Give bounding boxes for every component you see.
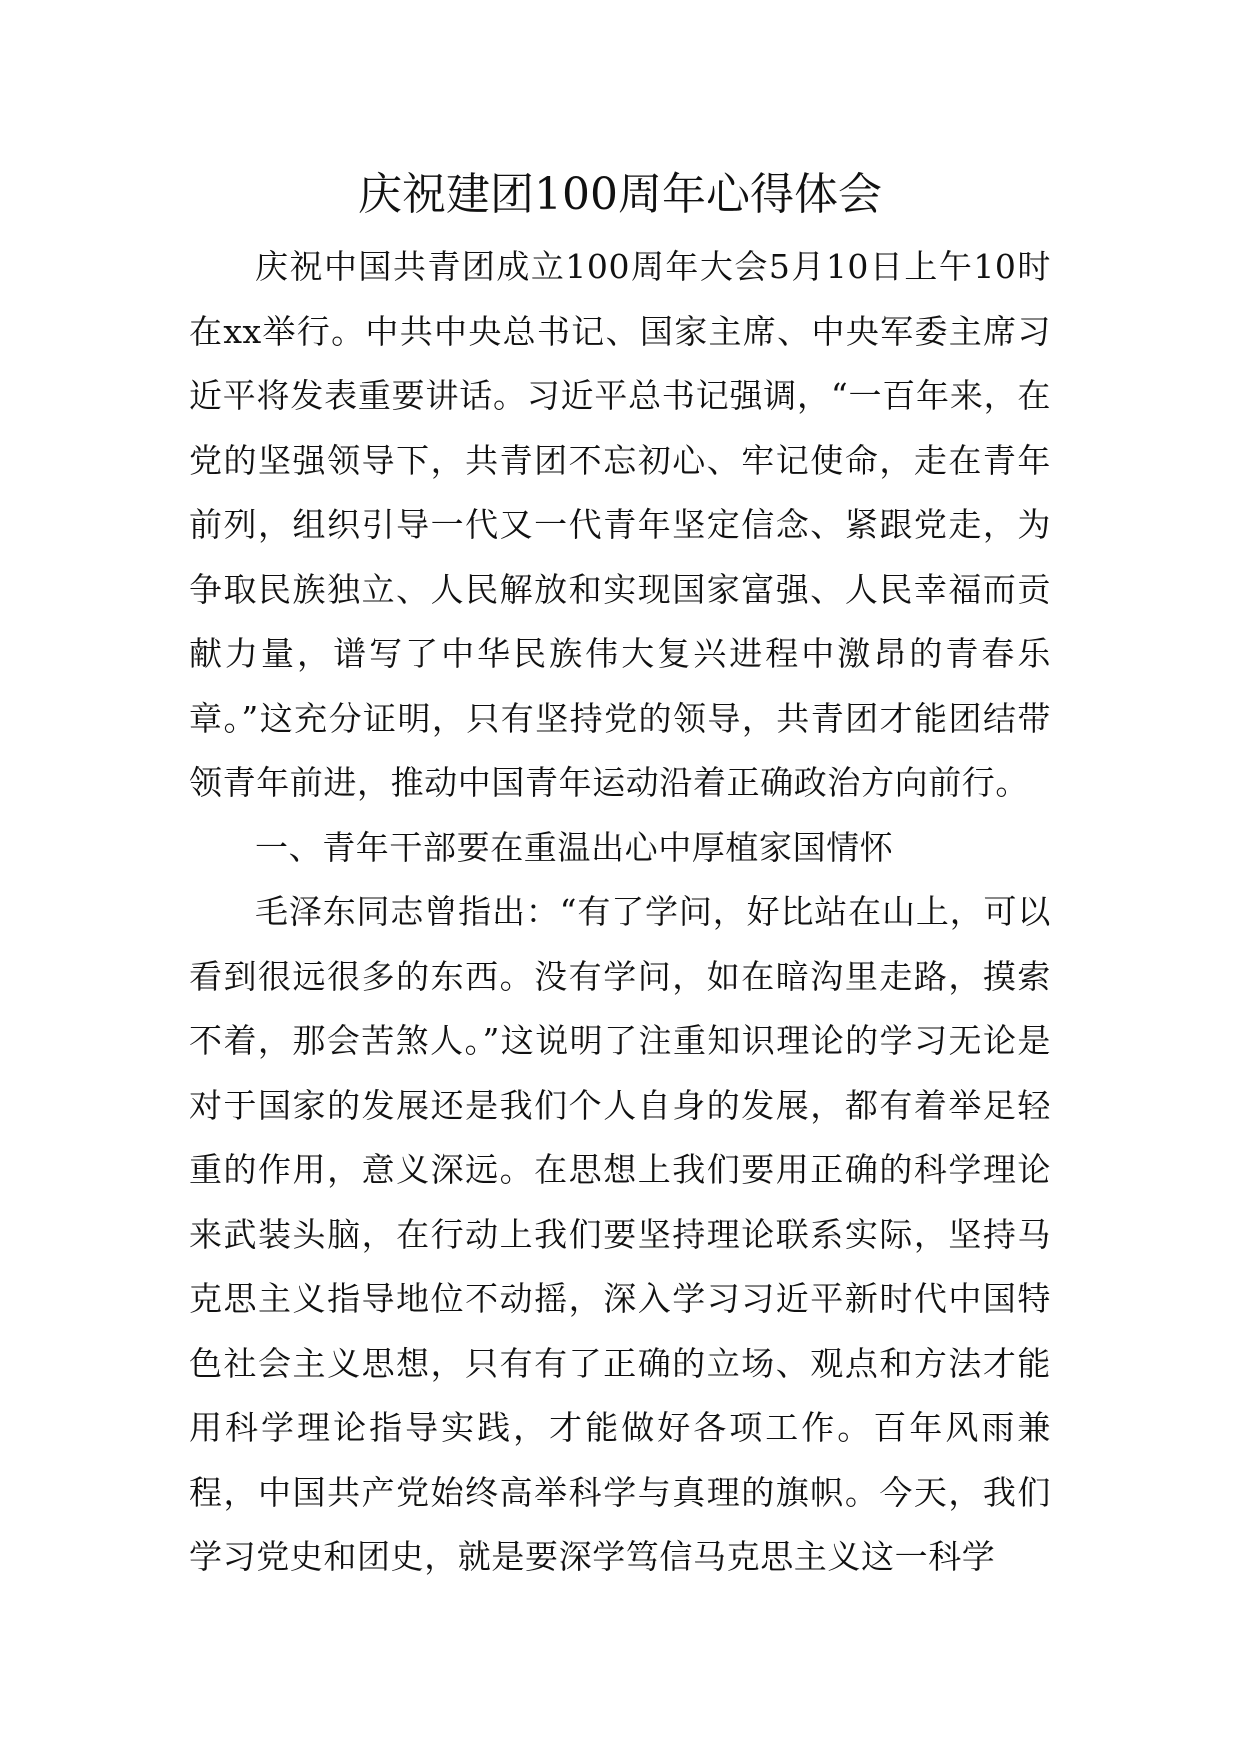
section-heading-1: 一、青年干部要在重温出心中厚植家国情怀 bbox=[255, 827, 894, 867]
paragraph-intro: 庆祝中国共青团成立100周年大会5月10日上午10时在xx举行。中共中央总书记、国家主席、中央军委主席习近平将发表重要讲话。习近平总书记强调，“一百年来，在党的坚强领导下，共青团不忘初心、牢记使命，走在青年前列，组织引导一代又一代青年坚定信念、紧跟党走，为争取民族独立、人民解放和实现国家富强、人民幸福而贡献力量，谱写了中华民族伟大复兴进程中激昂的青春乐章。”这充分证明，只有坚持党的领导，共青团才能团结带领青年前进，推动中国青年运动沿着正确政治方向前行。 bbox=[189, 247, 1051, 802]
paragraph-section-1: 毛泽东同志曾指出：“有了学问，好比站在山上，可以看到很远很多的东西。没有学问，如在暗沟里走路，摸索不着，那会苦煞人。”这说明了注重知识理论的学习无论是对于国家的发展还是我们个人自身的发展，都有着举足轻重的作用，意义深远。在思想上我们要用正确的科学理论来武装头脑，在行动上我们要坚持理论联系实际，坚持马克思主义指导地位不动摇，深入学习习近平新时代中国特色社会主义思想，只有有了正确的立场、观点和方法才能用科学理论指导实践，才能做好各项工作。百年风雨兼程，中国共产党始终高举科学与真理的旗帜。今天，我们学习党史和团史，就是要深学笃信马克思主义这一科学 bbox=[189, 892, 1051, 1576]
document-body bbox=[189, 235, 1051, 1590]
document-title: 庆祝建团100周年心得体会 bbox=[358, 169, 882, 220]
